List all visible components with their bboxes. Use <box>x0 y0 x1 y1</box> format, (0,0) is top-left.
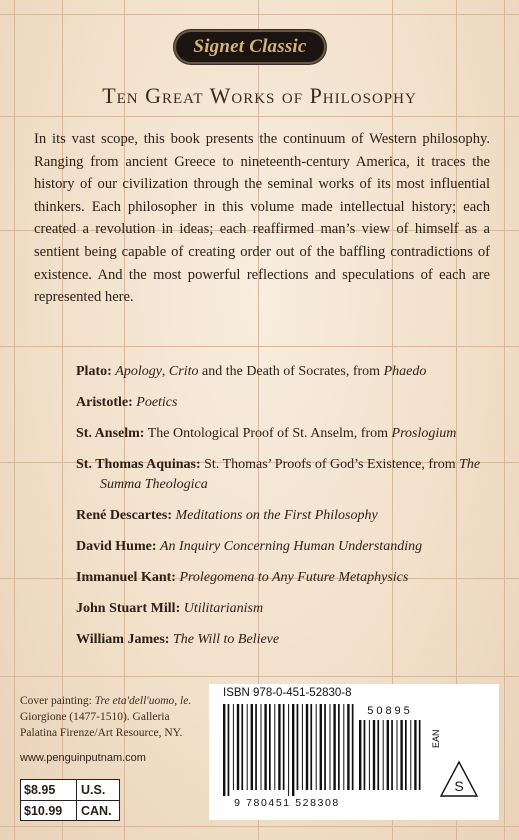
work-author: Immanuel Kant: <box>76 570 176 585</box>
barcode-bar <box>288 704 289 796</box>
work-entry <box>76 455 496 495</box>
work-entry <box>76 362 496 382</box>
work-author: St. Thomas Aquinas: <box>76 457 201 472</box>
barcode-bar <box>352 704 354 790</box>
work-title-italic: Utilitarianism <box>183 601 264 616</box>
barcode-bar <box>228 704 230 796</box>
work-entry <box>76 506 496 526</box>
work-title-italic: The Summa Theologica <box>100 457 481 492</box>
barcode-bar <box>283 704 285 790</box>
barcode-bar <box>269 704 271 790</box>
work-entry <box>76 393 496 413</box>
barcode-bar <box>320 704 322 790</box>
barcode-bar <box>274 704 275 790</box>
grid-line <box>504 0 505 840</box>
barcode-bar <box>333 704 335 790</box>
barcode-digits: 9 780451 528308 <box>234 797 340 809</box>
ean-barcode <box>223 704 357 796</box>
barcode-bar <box>377 720 379 790</box>
barcode-bar <box>223 704 225 796</box>
cover-credit <box>20 693 202 741</box>
work-author: David Hume: <box>76 539 157 554</box>
price-row-can <box>21 800 119 821</box>
book-description: In its vast scope, this book presents the continuum of Western philosophy. Ranging from ancient Greece to nineteenth-century America, it traces the history of our civilization through the seminal works of its most influential thinkers. Each philosopher in this volume made intellectual history; each created a revolution in ideas; each reaffirmed man’s view of himself as a sentient being capable of creating order out of the baffling contradictions of existence. And the most powerful reflections and speculations of each are represented here. <box>34 131 490 306</box>
work-title-text: and the Death of Socrates, from <box>198 364 384 379</box>
work-author: William James: <box>76 632 170 647</box>
work-title-text: The Ontological Proof of St. Anselm, from <box>147 426 392 441</box>
price-row-us <box>21 780 119 800</box>
barcode-bar <box>233 704 234 790</box>
work-entry <box>76 599 496 619</box>
publisher-badge <box>174 30 326 64</box>
work-title-text: , <box>161 364 169 379</box>
work-title-text: St. Thomas’ Proofs of God’s Existence, from <box>204 457 460 472</box>
work-title-italic: Phaedo <box>383 364 427 379</box>
barcode-bar <box>343 704 344 790</box>
barcode-bar <box>338 704 340 790</box>
barcode-bar <box>347 704 349 790</box>
barcode-bar <box>237 704 239 790</box>
s-triangle-mark <box>439 760 479 798</box>
work-author: St. Anselm: <box>76 426 145 441</box>
barcode-bar <box>297 704 299 790</box>
work-title-italic: Proslogium <box>391 426 457 441</box>
barcode-bar <box>278 704 280 790</box>
barcode-bar <box>316 704 317 790</box>
barcode-bar <box>330 704 331 790</box>
work-title-italic: Apology <box>115 364 162 379</box>
price-can-amount: $10.99 <box>24 804 63 818</box>
ean-label: EAN <box>431 729 441 748</box>
work-entry <box>76 568 496 588</box>
grid-line <box>0 116 519 117</box>
work-title-italic: Prolegomena to Any Future Metaphysics <box>179 570 409 585</box>
barcode-bar <box>400 720 402 790</box>
work-title-italic: Crito <box>168 364 199 379</box>
grid-line <box>0 676 519 677</box>
barcode-panel <box>209 684 499 820</box>
publisher-badge-label: Signet Classic <box>193 36 307 57</box>
grid-line <box>0 826 519 827</box>
barcode-bar <box>359 720 361 790</box>
barcode-bar <box>419 720 421 790</box>
work-author: René Descartes: <box>76 508 173 523</box>
price-box <box>20 779 120 821</box>
work-title-italic: Meditations on the First Philosophy <box>175 508 378 523</box>
barcode-bar <box>405 720 407 790</box>
addon-digits: 50895 <box>367 705 413 717</box>
grid-line <box>14 0 15 840</box>
barcode-bar <box>241 704 243 790</box>
work-title-italic: An Inquiry Concerning Human Understanding <box>160 539 423 554</box>
barcode-bar <box>387 720 389 790</box>
barcode-bar <box>364 720 366 790</box>
work-author: Aristotle: <box>76 395 133 410</box>
website-link: www.penguinputnam.com <box>20 752 146 764</box>
work-entry <box>76 537 496 557</box>
barcode-bar <box>373 720 375 790</box>
credit-rest: Giorgione (1477-1510). Galleria Palatina Firenze/Art Resource, NY. <box>20 711 183 739</box>
barcode-bar <box>391 720 393 790</box>
svg-text:S: S <box>454 778 464 794</box>
price-us-label: U.S. <box>76 780 119 800</box>
barcode-bar <box>410 720 411 790</box>
barcode-bar <box>247 704 248 790</box>
credit-label: Cover painting: <box>20 695 92 707</box>
barcode-bar <box>261 704 262 790</box>
barcode-bar <box>383 720 384 790</box>
work-author: Plato: <box>76 364 112 379</box>
book-title: Ten Great Works of Philosophy <box>102 83 417 108</box>
barcode-bar <box>310 704 312 790</box>
barcode-bar <box>306 704 308 790</box>
price-us-amount: $8.95 <box>24 783 56 797</box>
price-can-label: CAN. <box>76 801 119 821</box>
work-entry <box>76 630 496 650</box>
work-entry <box>76 424 496 444</box>
works-list <box>76 362 496 661</box>
grid-line <box>0 14 519 15</box>
credit-painting: Tre eta'dell'uomo, le. <box>94 695 192 707</box>
barcode-bar <box>414 720 416 790</box>
barcode-bar <box>324 704 326 790</box>
barcode-bar <box>397 720 398 790</box>
barcode-bar <box>302 704 303 790</box>
barcode-bar <box>255 704 257 790</box>
grid-line <box>0 346 519 347</box>
work-title-italic: Poetics <box>136 395 178 410</box>
barcode-bar <box>369 720 370 790</box>
barcode-bar <box>251 704 253 790</box>
work-author: John Stuart Mill: <box>76 601 181 616</box>
barcode-bar <box>264 704 266 790</box>
barcode-bar <box>292 704 294 796</box>
isbn-label: ISBN 978-0-451-52830-8 <box>223 687 352 699</box>
addon-barcode <box>359 720 421 796</box>
work-title-italic: The Will to Believe <box>172 632 280 647</box>
